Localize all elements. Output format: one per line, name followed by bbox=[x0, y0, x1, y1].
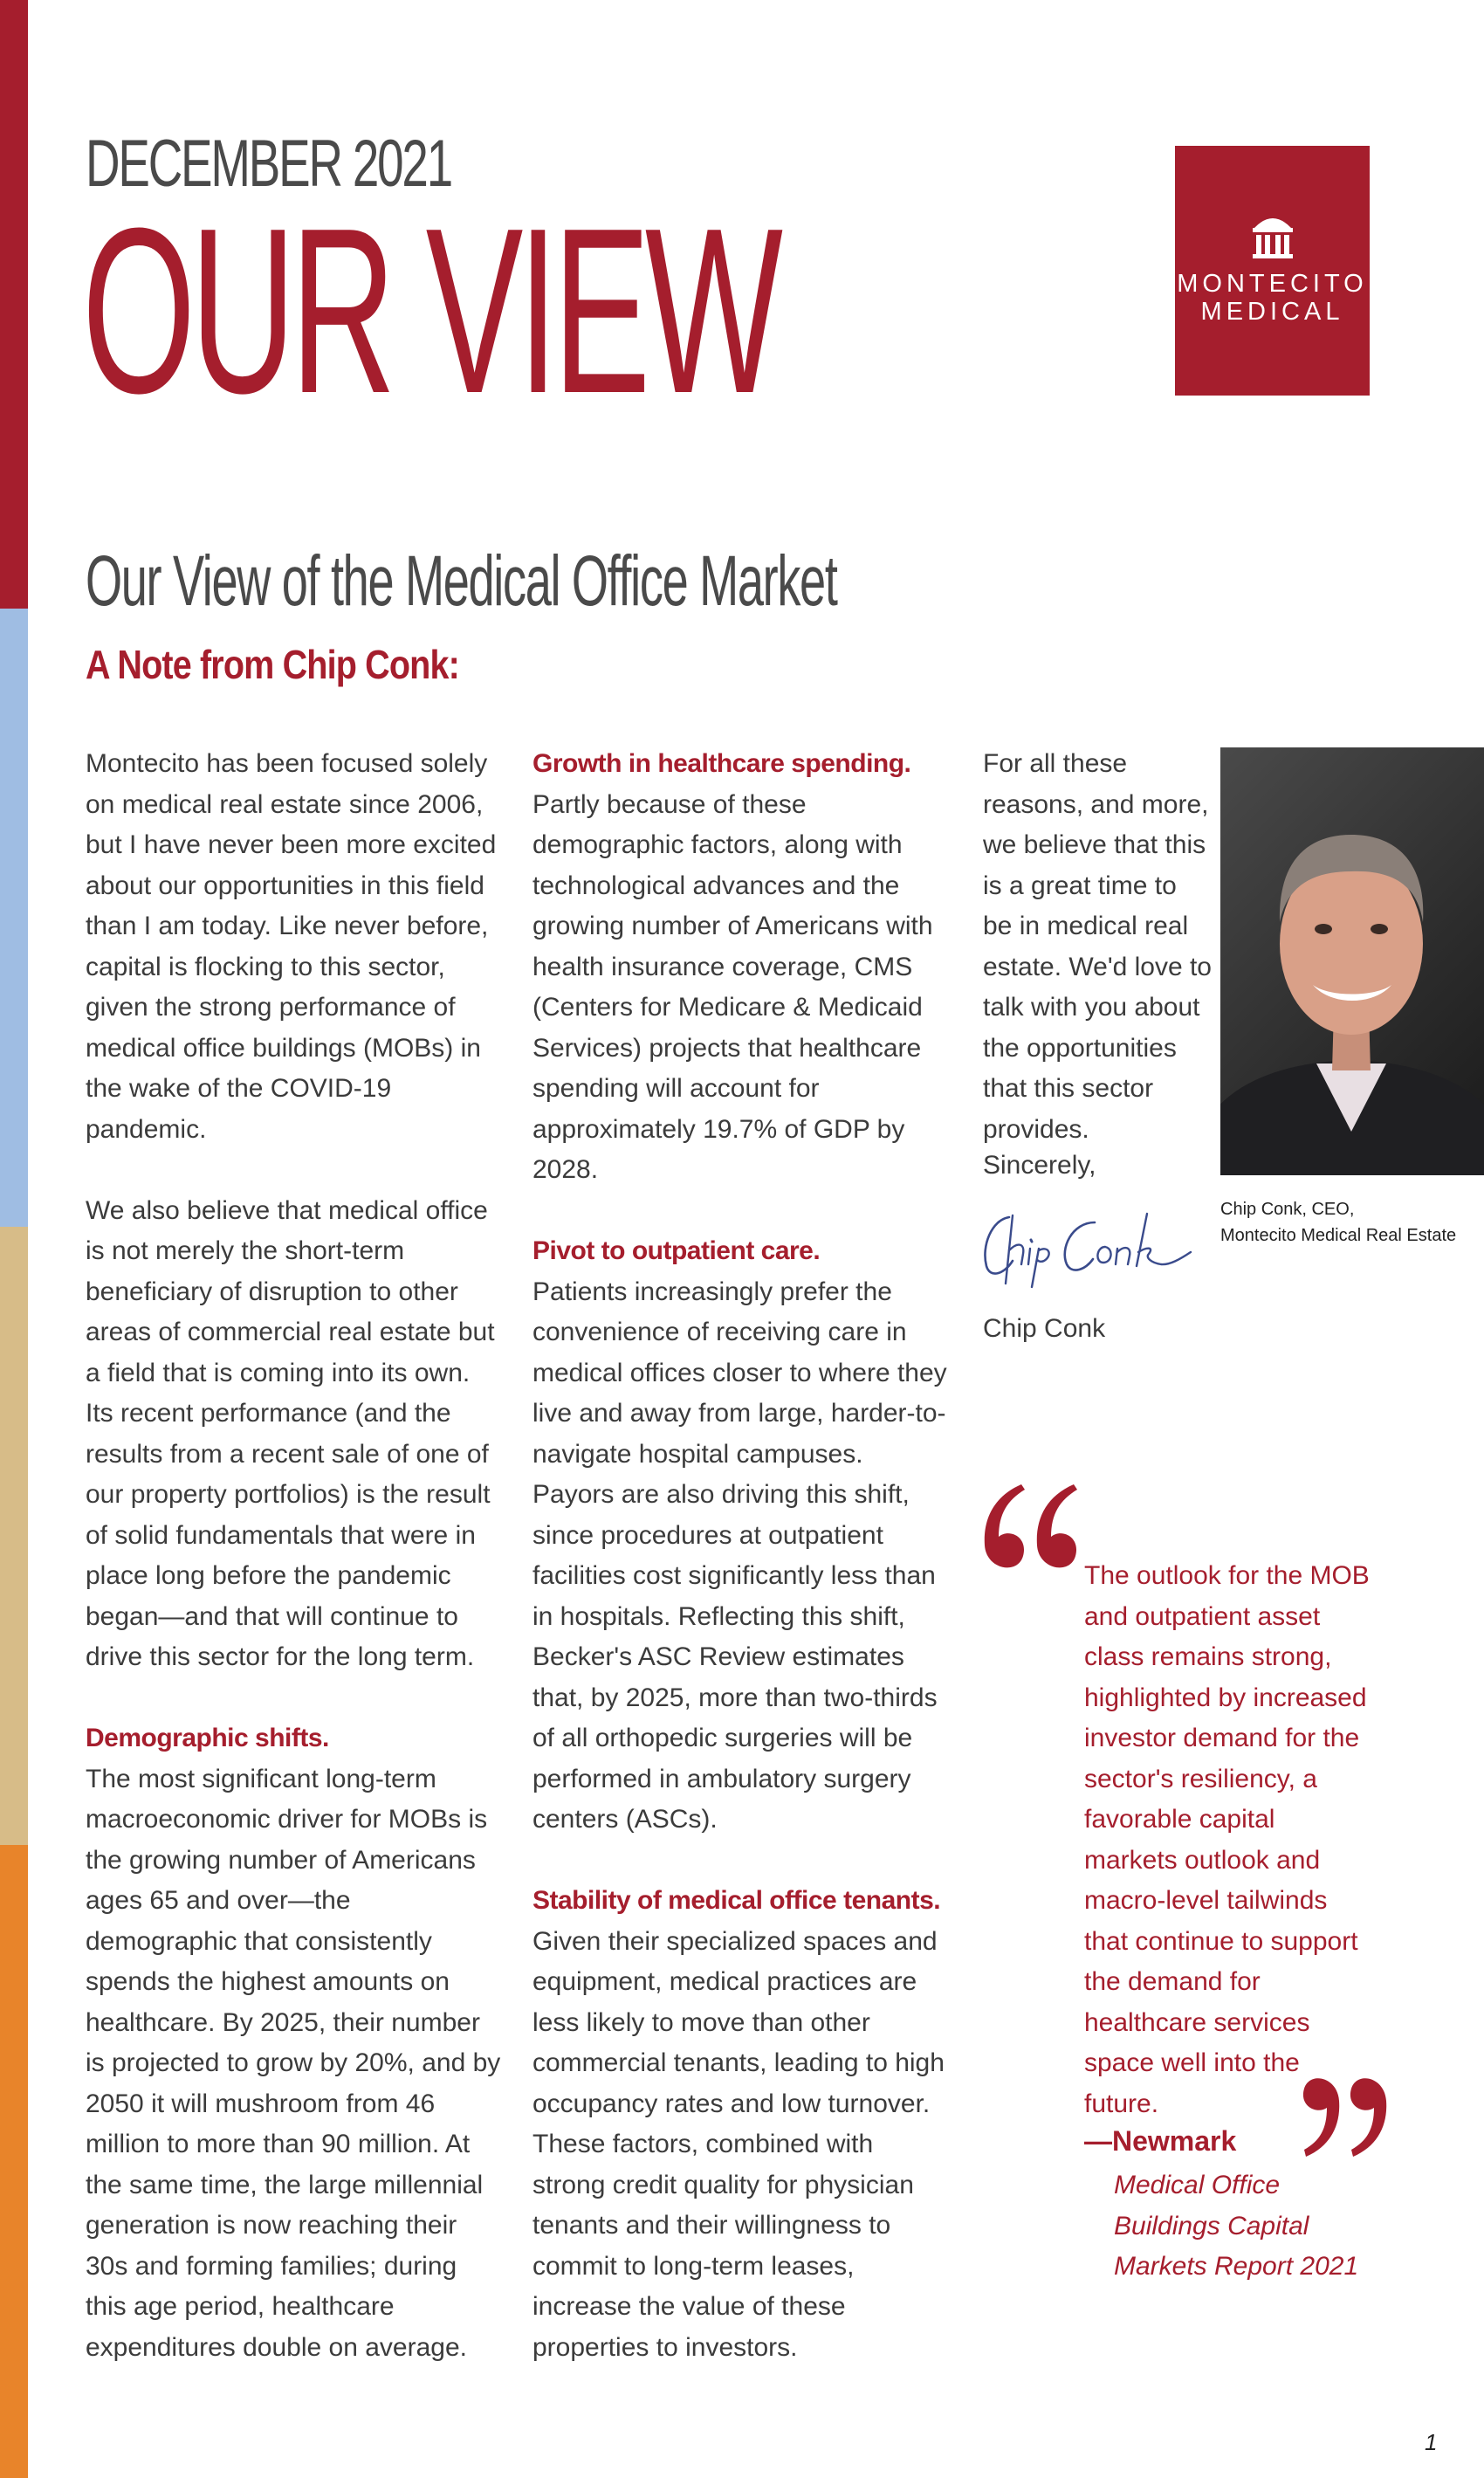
handwritten-signature bbox=[974, 1198, 1201, 1298]
quote-source: —Newmark bbox=[1084, 2125, 1237, 2157]
issue-date: DECEMBER 2021 bbox=[86, 127, 451, 201]
caption-line2: Montecito Medical Real Estate bbox=[1220, 1226, 1457, 1245]
note-subtitle: A Note from Chip Conk: bbox=[86, 642, 459, 687]
closing-salutation: Sincerely, bbox=[983, 1151, 1096, 1180]
article-column-3 bbox=[983, 744, 1212, 1191]
logo-text-line2: MEDICAL bbox=[1200, 298, 1344, 326]
quote-reference: Medical Office Buildings Capital Markets Report 2021 bbox=[1114, 2171, 1359, 2281]
paragraph: Montecito has been focused solely on medical real estate since 2006, but I have never been more excited about our opportunities in this field than I am today. Like never before, capital is flocking to this sector, given the strong performance of medical office buildings (MOBs) in the wake of the COVID-19 pandemic. bbox=[86, 749, 497, 1144]
side-bar-blue bbox=[0, 609, 28, 1227]
montecito-medical-logo bbox=[1175, 146, 1370, 396]
side-bar-red bbox=[0, 0, 28, 609]
paragraph-body: Given their specialized spaces and equipment, medical practices are less likely to move than other commercial tenants, leading to high occupancy rates and low turnover. These factors, combined with strong credit quality for physician tenants and their willingness to commit to long-term leases, increase the value of these properties to investors. bbox=[532, 1926, 945, 2362]
side-bar-tan bbox=[0, 1227, 28, 1845]
paragraph-heading: Growth in healthcare spending. bbox=[532, 749, 911, 778]
paragraph-heading: Demographic shifts. bbox=[86, 1724, 329, 1752]
paragraph-with-heading bbox=[532, 1231, 952, 1841]
close-quote-mark-icon bbox=[1299, 2059, 1395, 2164]
article-column-1 bbox=[86, 744, 505, 2409]
pull-quote-text: The outlook for the MOB and outpatient asset class remains strong, highlighted by increased investor demand for the sector's resiliency, a favorable capital markets outlook and macro-level tailwinds that continue to support the demand for healthcare services space well into the future. bbox=[1084, 1561, 1370, 2118]
paragraph-body: Patients increasingly prefer the convenience of receiving care in medical offices closer to where they live and away from large, harder-to-navigate hospital campuses. Payors are also driving this shift, since procedures at outpatient facilities cost significantly less than in hospitals. Reflecting this shift, Becker's ASC Review estimates that, by 2025, more than two-thirds of all orthopedic surgeries will be performed in ambulatory surgery centers (ASCs). bbox=[532, 1277, 947, 1834]
portrait-photo bbox=[1220, 747, 1484, 1175]
paragraph-body: Partly because of these demographic factors, along with technological advances and the growing number of Americans with health insurance coverage, CMS (Centers for Medicare & Medicaid Services) projects that healthcare spending will account for approximately 19.7% of GDP by 2028. bbox=[532, 789, 933, 1184]
paragraph-with-heading bbox=[86, 1718, 505, 2368]
paragraph-with-heading bbox=[532, 744, 952, 1191]
paragraph: We also believe that medical office is not merely the short-term beneficiary of disruption to other areas of commercial real estate but a field that is coming into its own. Its recent performance (and the results from a recent sale of one of our property portfolios) is the result of solid fundamentals that were in place long before the pandemic began—and that will continue to drive this sector for the long term. bbox=[86, 1195, 495, 1671]
signer-name: Chip Conk bbox=[983, 1314, 1106, 1343]
section-title: Our View of the Medical Office Market bbox=[86, 541, 837, 621]
page-title: OUR VIEW bbox=[82, 180, 778, 443]
open-quote-mark-icon bbox=[976, 1476, 1081, 1589]
page-number: 1 bbox=[1425, 2429, 1438, 2455]
paragraph-body: The most significant long-term macroeconomic driver for MOBs is the growing number of Americans ages 65 and over—the demographic that consistently spends the highest amounts on healthcare. By 2025, their number is projected to grow by 20%, and by 2050 it will mushroom from 46 million to more than 90 million. At the same time, the large millennial generation is now reaching their 30s and forming families; during this age period, healthcare expenditures double on average. bbox=[86, 1764, 501, 2362]
paragraph-with-heading bbox=[532, 1881, 952, 2368]
side-bar-orange bbox=[0, 1845, 28, 2478]
article-column-2 bbox=[532, 744, 952, 2409]
paragraph: For all these reasons, and more, we believe that this is a great time to be in medical real estate. We'd love to talk with you about the opportunities that this sector provides. bbox=[983, 749, 1212, 1144]
building-columns-icon bbox=[1251, 210, 1295, 259]
caption-line1: Chip Conk, CEO, bbox=[1220, 1200, 1355, 1219]
paragraph-heading: Stability of medical office tenants. bbox=[532, 1886, 941, 1915]
paragraph-heading: Pivot to outpatient care. bbox=[532, 1236, 821, 1265]
logo-text-line1: MONTECITO bbox=[1177, 270, 1368, 298]
photo-caption bbox=[1220, 1196, 1456, 1249]
